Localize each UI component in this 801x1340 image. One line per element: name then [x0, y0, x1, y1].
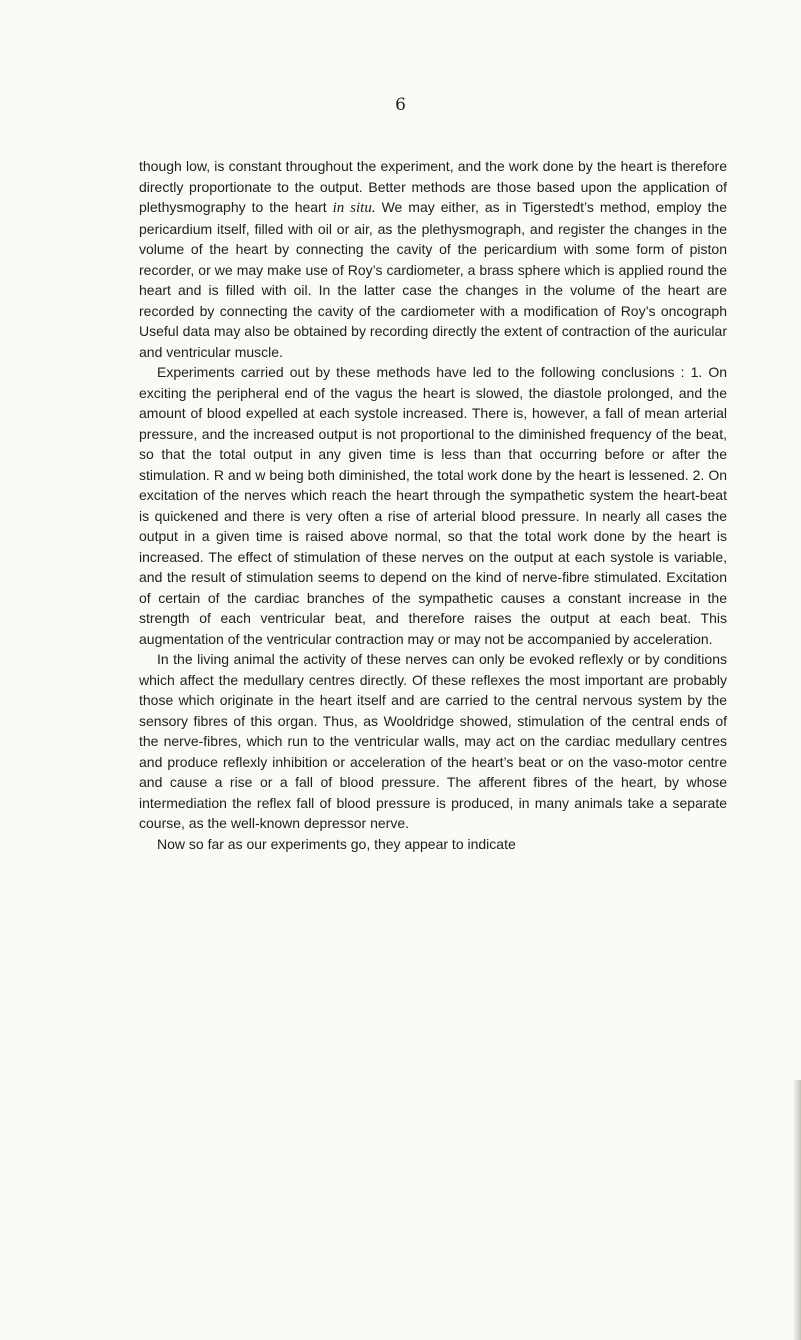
paragraph-1-start: though low, is constant throughout the experiment, and the work done by the heart is therefore directly proportionate to the output. Better methods are those based upon the application of plethysmography to the heart — [139, 158, 727, 215]
paragraph-1 — [139, 156, 727, 362]
page-edge-shadow — [793, 1080, 801, 1340]
page-number: 6 — [395, 95, 406, 115]
paragraph-1-italic: in situ. — [332, 200, 376, 216]
paragraph-4: Now so far as our experiments go, they appear to indicate — [157, 835, 516, 852]
paragraph-1-end: We may either, as in Tigerstedt’s method, employ the pericardium itself, filled with oil or air, as the plethysmograph, and register the changes in the volume of the heart by connecting the cavity of the pericardium with some form of piston recorder, or we may make use of Roy’s cardiometer, a brass sphere which is applied round the heart and is filled with oil. In the latter case the changes in the volume of the heart are recorded by connecting the cavity of the cardiometer with a modification of Roy’s oncograph Useful data may also be obtained by recording directly the extent of contraction of the auricular and ventricular muscle. — [139, 199, 727, 360]
paragraph-2: Experiments carried out by these methods have led to the following conclusions : 1. On exciting the peripheral end of the vagus the heart is slowed, the diastole prolonged, and the amount of blood expelled at each systole increased. There is, however, a fall of mean arterial pressure, and the increased output is not proportional to the diminished frequency of the beat, so that the total output in any given time is less than that occurring before or after the stimulation. R and w being both diminished, the total work done by the heart is lessened. 2. On excitation of the nerves which reach the heart through the sympathetic system the heart-beat is quickened and there is very often a rise of arterial blood pressure. In nearly all cases the output in a given time is raised above normal, so that the total work done by the heart is increased. The effect of stimulation of these nerves on the output at each systole is variable, and the result of stimulation seems to depend on the kind of nerve-fibre stimulated. Excitation of certain of the cardiac branches of the sympathetic causes a constant increase in the strength of each ventricular beat, and therefore raises the output at each beat. This augmentation of the ventricular contraction may or may not be accompanied by acceleration. — [139, 364, 727, 647]
body-text — [139, 156, 727, 854]
paragraph-3: In the living animal the activity of these nerves can only be evoked reflexly or by conditions which affect the medullary centres directly. Of these reflexes the most important are probably those which originate in the heart itself and are carried to the central nervous system by the sensory fibres of this organ. Thus, as Wooldridge showed, stimulation of the central ends of the nerve-fibres, which run to the ventricular walls, may act on the cardiac medullary centres and produce reflexly inhibition or acceleration of the heart’s beat or on the vaso-motor centre and cause a rise or a fall of blood pressure. The afferent fibres of the heart, by whose intermediation the reflex fall of blood pressure is produced, in many animals take a separate course, as the well-known depressor nerve. — [139, 651, 727, 831]
